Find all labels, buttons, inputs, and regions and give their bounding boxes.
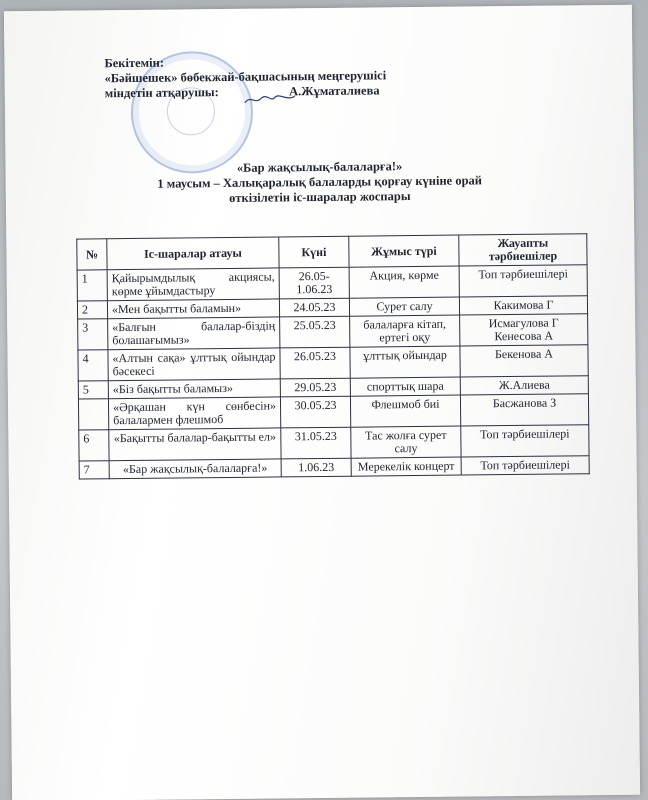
event-date: 26.05.23: [280, 347, 350, 379]
work-type: ұлттық ойындар: [350, 346, 460, 378]
row-number: 3: [78, 319, 108, 350]
row-number: [78, 399, 108, 430]
row-number: 4: [78, 350, 108, 381]
responsible: Исмагулова Г Кенесова А: [460, 314, 588, 346]
event-name: «Бақытты балалар-бақытты ел»: [109, 428, 281, 461]
title-occasion: 1 маусым – Халықаралық балаларды қорғау күніне орай: [157, 173, 483, 191]
work-type: Флешмоб биі: [350, 395, 460, 427]
event-date: 31.05.23: [281, 427, 351, 459]
event-date: 30.05.23: [280, 396, 350, 428]
approval-role: міндетін атқарушы:: [104, 85, 219, 101]
row-number: 2: [77, 301, 107, 319]
work-type: Акция, көрме: [349, 266, 459, 298]
row-number: 5: [78, 381, 108, 399]
responsible: Какимова Г: [459, 296, 587, 315]
title-plan: өткізілетін іс-шаралар жоспары: [229, 189, 411, 205]
responsible: Бекенова А: [460, 345, 588, 377]
header-date: Күні: [279, 236, 349, 268]
document-sheet: [4, 5, 640, 800]
header-work-type: Жұмыс түрі: [349, 235, 459, 267]
title-slogan: «Бар жақсылық-балаларға!»: [236, 159, 403, 175]
event-name: «Балғын балалар-біздің болашағымыз»: [108, 317, 280, 350]
event-date: 24.05.23: [279, 298, 349, 317]
responsible: Топ тәрбиешілері: [459, 265, 587, 297]
header-event-name: Іс-шаралар атауы: [107, 237, 279, 270]
row-number: 7: [79, 461, 109, 479]
event-name: Қайырымдылық акциясы, көрме ұйымдастыру: [107, 268, 279, 301]
approval-heading: Бекітемін:: [104, 55, 165, 71]
events-table: [76, 233, 589, 479]
event-name: «Әрқашан күн сөнбесін» балалармен флешмоб: [108, 397, 280, 430]
work-type: Мерекелік концерт: [351, 457, 461, 476]
work-type: спорттық шара: [350, 377, 460, 396]
approval-name: А.Жұматалиева: [288, 83, 380, 99]
document-title: [5, 157, 633, 209]
event-name: «Бар жақсылық-балаларға!»: [109, 459, 281, 479]
row-number: 1: [77, 270, 107, 301]
approval-position: «Бәйшешек» бөбекжай-бақшасының меңгерушісі: [104, 68, 387, 86]
responsible: Басжанова З: [460, 394, 588, 426]
event-name: «Біз бақытты баламыз»: [108, 379, 280, 399]
header-responsible: Жауапты тәрбиешілер: [459, 234, 587, 266]
work-type: балаларға кітап, ертегі оқу: [350, 315, 460, 347]
responsible: Топ тәрбиешілері: [461, 425, 589, 457]
event-name: «Мен бақытты баламын»: [107, 299, 279, 319]
event-date: 29.05.23: [280, 378, 350, 397]
row-number: 6: [79, 430, 109, 461]
responsible: Топ тәрбиешілері: [461, 456, 589, 475]
handwritten-signature: [243, 92, 297, 107]
event-date: 26.05-1.06.23: [279, 267, 349, 299]
event-date: 1.06.23: [281, 458, 351, 477]
work-type: Сурет салу: [349, 297, 459, 316]
header-number: №: [77, 239, 107, 270]
responsible: Ж.Алиева: [460, 376, 588, 395]
work-type: Тас жолға сурет салу: [351, 426, 461, 458]
event-name: «Алтын сақа» ұлттық ойындар бәсекесі: [108, 348, 280, 381]
event-date: 25.05.23: [280, 316, 350, 348]
